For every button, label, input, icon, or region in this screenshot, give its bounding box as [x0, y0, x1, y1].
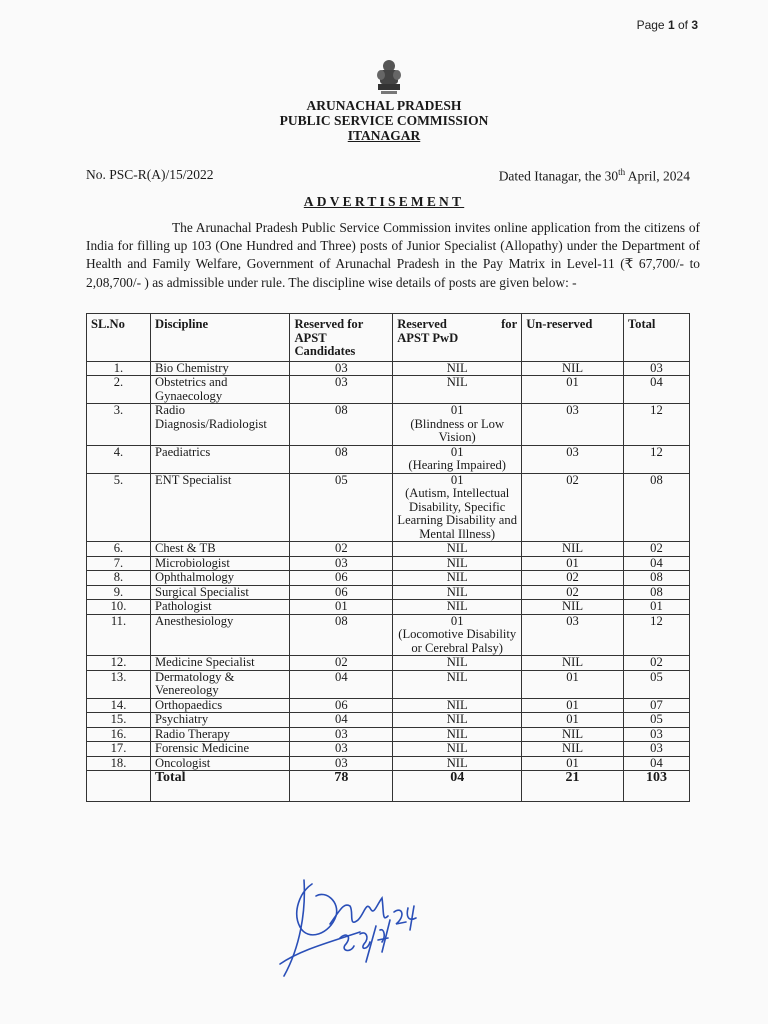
discipline-cell: Pathologist [150, 600, 289, 615]
discipline-cell: Bio Chemistry [150, 361, 289, 376]
unreserved-cell: 01 [522, 556, 624, 571]
pwd-cell: NIL [393, 713, 522, 728]
discipline-cell: Ophthalmology [150, 571, 289, 586]
total-cell: 04 [623, 376, 689, 404]
reserved-cell: 02 [290, 542, 393, 557]
pwd-cell: NIL [393, 727, 522, 742]
reserved-cell: 03 [290, 376, 393, 404]
reserved-cell: 03 [290, 756, 393, 771]
sl-cell: 14. [87, 698, 151, 713]
sl-cell: 10. [87, 600, 151, 615]
pwd-cell: NIL [393, 670, 522, 698]
unreserved-cell: NIL [522, 656, 624, 671]
table-row [87, 376, 690, 404]
reserved-cell: 06 [290, 585, 393, 600]
discipline-cell: Psychiatry [150, 713, 289, 728]
header-line-2: PUBLIC SERVICE COMMISSION [279, 113, 489, 128]
unreserved-cell: 01 [522, 376, 624, 404]
page-number: Page 1 of 3 [636, 18, 698, 32]
pwd-cell: NIL [393, 542, 522, 557]
total-cell: 03 [623, 742, 689, 757]
unreserved-cell: NIL [522, 727, 624, 742]
pwd-cell: NIL [393, 556, 522, 571]
table-row [87, 473, 690, 542]
reserved-cell: 08 [290, 614, 393, 656]
total-pwd-cell: 04 [393, 771, 522, 802]
posts-table [86, 313, 690, 802]
pwd-cell: NIL [393, 698, 522, 713]
intro-paragraph: The Arunachal Pradesh Public Service Commission invites online application from the citizens of India for filling up 103 (One Hundred and Three) posts of Junior Specialist (Allopathy) under the Department of Health and Family Welfare, Government of Arunachal Pradesh in the Pay Matrix in Level-11 (₹ 67,700/- to 2,08,700/- ) as admissible under rule. The discipline wise details of posts are given below: - [86, 220, 700, 290]
table-row [87, 404, 690, 446]
discipline-cell: Microbiologist [150, 556, 289, 571]
table-row [87, 656, 690, 671]
sl-cell: 3. [87, 404, 151, 446]
unreserved-cell: NIL [522, 742, 624, 757]
pwd-cell: NIL [393, 571, 522, 586]
reserved-cell: 04 [290, 670, 393, 698]
header-unreserved: Un-reserved [522, 314, 624, 362]
pwd-cell: 01 (Hearing Impaired) [393, 445, 522, 473]
header-discipline: Discipline [150, 314, 289, 362]
reserved-cell: 01 [290, 600, 393, 615]
total-cell: 01 [623, 600, 689, 615]
sl-cell: 13. [87, 670, 151, 698]
reserved-cell: 06 [290, 571, 393, 586]
discipline-cell: Paediatrics [150, 445, 289, 473]
reserved-cell: 03 [290, 727, 393, 742]
discipline-cell: Oncologist [150, 756, 289, 771]
pwd-cell: NIL [393, 756, 522, 771]
discipline-cell: ENT Specialist [150, 473, 289, 542]
table-row [87, 542, 690, 557]
total-sl-cell [87, 771, 151, 802]
reserved-cell: 03 [290, 742, 393, 757]
discipline-cell: Dermatology & Venereology [150, 670, 289, 698]
table-row [87, 742, 690, 757]
pwd-cell: NIL [393, 585, 522, 600]
state-emblem-icon [372, 58, 406, 98]
reserved-cell: 06 [290, 698, 393, 713]
pwd-cell: 01 (Blindness or Low Vision) [393, 404, 522, 446]
reserved-cell: 02 [290, 656, 393, 671]
discipline-cell: Radio Therapy [150, 727, 289, 742]
total-cell: 12 [623, 614, 689, 656]
table-row [87, 713, 690, 728]
sl-cell: 11. [87, 614, 151, 656]
discipline-cell: Orthopaedics [150, 698, 289, 713]
sl-cell: 16. [87, 727, 151, 742]
sl-cell: 8. [87, 571, 151, 586]
header-line-3: ITANAGAR [347, 128, 421, 143]
sl-cell: 7. [87, 556, 151, 571]
table-row [87, 556, 690, 571]
discipline-cell: Medicine Specialist [150, 656, 289, 671]
total-cell: 02 [623, 542, 689, 557]
pwd-cell: NIL [393, 376, 522, 404]
unreserved-cell: 01 [522, 698, 624, 713]
header-reserved: Reserved for APST Candidates [290, 314, 393, 362]
sl-cell: 5. [87, 473, 151, 542]
table-row [87, 670, 690, 698]
total-total-cell: 103 [623, 771, 689, 802]
table-row [87, 698, 690, 713]
total-cell: 04 [623, 556, 689, 571]
sl-cell: 9. [87, 585, 151, 600]
unreserved-cell: 01 [522, 713, 624, 728]
dated-line: Dated Itanagar, the 30th April, 2024 [498, 167, 690, 184]
reserved-cell: 03 [290, 556, 393, 571]
total-label-cell: Total [150, 771, 289, 802]
total-cell: 08 [623, 473, 689, 542]
unreserved-cell: NIL [522, 542, 624, 557]
reserved-cell: 08 [290, 445, 393, 473]
reserved-cell: 03 [290, 361, 393, 376]
signature [270, 872, 430, 982]
total-cell: 02 [623, 656, 689, 671]
sl-cell: 18. [87, 756, 151, 771]
pwd-cell: NIL [393, 600, 522, 615]
discipline-cell: Radio Diagnosis/Radiologist [150, 404, 289, 446]
reference-number: No. PSC-R(A)/15/2022 [86, 167, 214, 182]
sl-cell: 4. [87, 445, 151, 473]
discipline-cell: Anesthesiology [150, 614, 289, 656]
unreserved-cell: 03 [522, 404, 624, 446]
total-row [87, 771, 690, 802]
unreserved-cell: 03 [522, 445, 624, 473]
total-cell: 12 [623, 445, 689, 473]
unreserved-cell: 02 [522, 473, 624, 542]
pwd-note: (Blindness or Low Vision) [410, 416, 505, 444]
sl-cell: 6. [87, 542, 151, 557]
pwd-note: (Locomotive Disability or Cerebral Palsy) [398, 627, 517, 655]
advertisement-title: ADVERTISEMENT [303, 194, 465, 209]
sl-cell: 12. [87, 656, 151, 671]
unreserved-cell: 02 [522, 585, 624, 600]
sl-cell: 15. [87, 713, 151, 728]
table-row [87, 756, 690, 771]
table-header-row [87, 314, 690, 362]
unreserved-cell: NIL [522, 600, 624, 615]
table-row [87, 727, 690, 742]
header-total: Total [623, 314, 689, 362]
table-row [87, 361, 690, 376]
pwd-cell: NIL [393, 361, 522, 376]
sl-cell: 1. [87, 361, 151, 376]
pwd-cell: 01 (Locomotive Disability or Cerebral Palsy) [393, 614, 522, 656]
pwd-note: (Hearing Impaired) [408, 458, 506, 472]
discipline-cell: Obstetrics and Gynaecology [150, 376, 289, 404]
pwd-cell: NIL [393, 656, 522, 671]
discipline-cell: Forensic Medicine [150, 742, 289, 757]
total-cell: 03 [623, 727, 689, 742]
pwd-note: (Autism, Intellectual Disability, Specific Learning Disability and Mental Illness) [397, 486, 517, 541]
total-cell: 05 [623, 670, 689, 698]
discipline-cell: Chest & TB [150, 542, 289, 557]
total-cell: 05 [623, 713, 689, 728]
total-reserved-cell: 78 [290, 771, 393, 802]
unreserved-cell: 01 [522, 756, 624, 771]
header-line-1: ARUNACHAL PRADESH [306, 98, 462, 113]
pwd-cell: 01 (Autism, Intellectual Disability, Specific Learning Disability and Mental Illness) [393, 473, 522, 542]
reserved-cell: 04 [290, 713, 393, 728]
header-pwd: Reserved for APST PwD [393, 314, 522, 362]
table-row [87, 445, 690, 473]
total-unreserved-cell: 21 [522, 771, 624, 802]
total-cell: 07 [623, 698, 689, 713]
total-cell: 04 [623, 756, 689, 771]
table-body [87, 361, 690, 802]
reserved-cell: 08 [290, 404, 393, 446]
total-cell: 03 [623, 361, 689, 376]
sl-cell: 17. [87, 742, 151, 757]
commission-header [0, 98, 768, 143]
unreserved-cell: NIL [522, 361, 624, 376]
unreserved-cell: 03 [522, 614, 624, 656]
unreserved-cell: 01 [522, 670, 624, 698]
unreserved-cell: 02 [522, 571, 624, 586]
table-row [87, 600, 690, 615]
reserved-cell: 05 [290, 473, 393, 542]
table-row [87, 571, 690, 586]
table-row [87, 585, 690, 600]
table-row [87, 614, 690, 656]
total-cell: 08 [623, 571, 689, 586]
pwd-cell: NIL [393, 742, 522, 757]
discipline-cell: Surgical Specialist [150, 585, 289, 600]
header-sl: SL.No [87, 314, 151, 362]
total-cell: 12 [623, 404, 689, 446]
total-cell: 08 [623, 585, 689, 600]
sl-cell: 2. [87, 376, 151, 404]
